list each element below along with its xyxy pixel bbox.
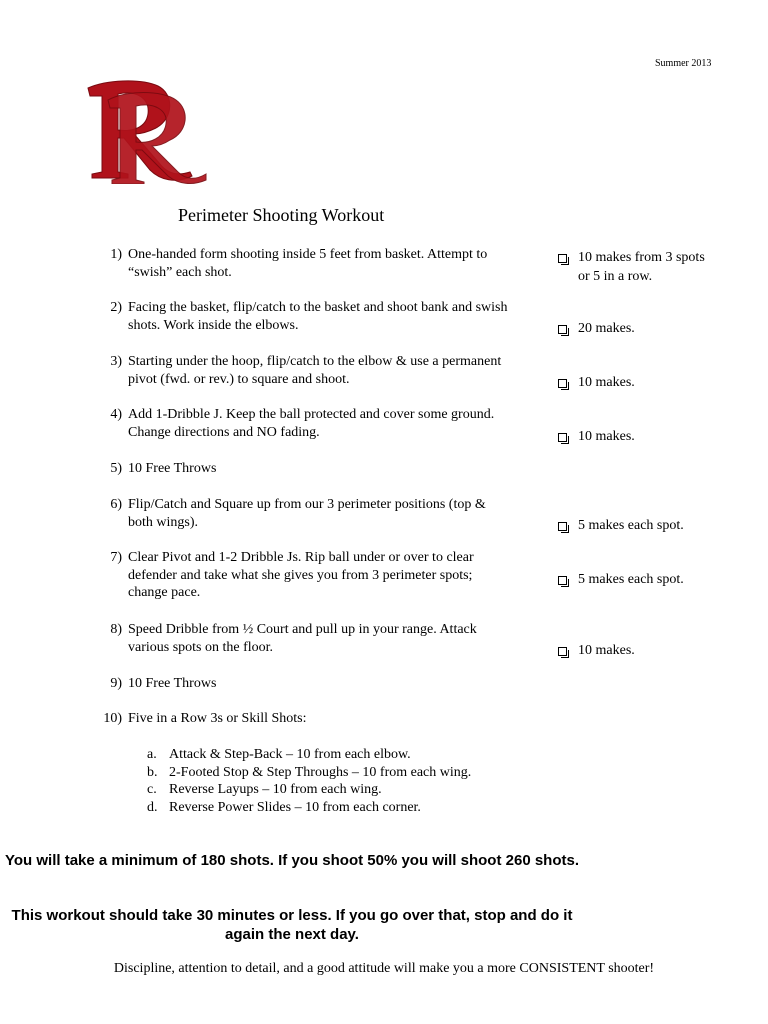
goal-text: 5 makes each spot. xyxy=(578,518,684,533)
goal-text: 20 makes. xyxy=(578,321,635,336)
checkbox-bullet-icon xyxy=(558,433,567,442)
subitem-letter: c. xyxy=(147,782,157,797)
goal-item xyxy=(558,516,718,535)
list-item xyxy=(100,549,520,602)
goal-text: 10 makes from 3 spots or 5 in a row. xyxy=(578,250,705,284)
item-number: 5) xyxy=(110,461,122,476)
time-note: This workout should take 30 minutes or less. If you go over that, stop and do it again the next day. xyxy=(11,907,573,943)
item-number: 1) xyxy=(110,247,122,262)
item-text: Add 1-Dribble J. Keep the ball protected and cover some ground. Change directions and NO fading. xyxy=(128,407,495,440)
item-text: Starting under the hoop, flip/catch to the elbow & use a permanent pivot (fwd. or rev.) to square and shoot. xyxy=(128,354,502,387)
goal-item xyxy=(558,570,718,589)
date-label: Summer 2013 xyxy=(655,58,712,69)
checkbox-bullet-icon xyxy=(558,522,567,531)
item-text: 10 Free Throws xyxy=(128,676,217,691)
list-item xyxy=(100,675,520,693)
subitem-text: 2-Footed Stop & Step Throughs – 10 from each wing. xyxy=(169,764,472,780)
list-item xyxy=(147,746,471,764)
list-item xyxy=(147,781,471,799)
goal-text: 10 makes. xyxy=(578,429,635,444)
subitem-letter: d. xyxy=(147,799,158,815)
item-text: Facing the basket, flip/catch to the basket and shoot bank and swish shots. Work inside the elbows. xyxy=(128,300,508,333)
list-item xyxy=(100,460,520,478)
goal-text: 10 makes. xyxy=(578,375,635,390)
goal-item xyxy=(558,641,718,660)
item-text: 10 Free Throws xyxy=(128,461,217,476)
subitem-letter: a. xyxy=(147,747,157,762)
item-text: Speed Dribble from ½ Court and pull up in your range. Attack various spots on the floor. xyxy=(128,622,477,655)
item-text: One-handed form shooting inside 5 feet from basket. Attempt to “swish” each shot. xyxy=(128,247,488,280)
checkbox-bullet-icon xyxy=(558,576,567,585)
item-text: Five in a Row 3s or Skill Shots: xyxy=(128,711,307,726)
checkbox-bullet-icon xyxy=(558,254,567,263)
list-item xyxy=(100,246,520,281)
goal-text: 5 makes each spot. xyxy=(578,572,684,587)
goal-item xyxy=(558,427,718,446)
checkbox-bullet-icon xyxy=(558,379,567,388)
list-item xyxy=(100,496,520,531)
list-item xyxy=(100,710,520,728)
checkbox-bullet-icon xyxy=(558,325,567,334)
list-item xyxy=(100,353,520,388)
item-text: Clear Pivot and 1-2 Dribble Js. Rip ball under or over to clear defender and take what she gives you from 3 perimeter spots; change pace. xyxy=(128,550,474,600)
footer-motto: Discipline, attention to detail, and a good attitude will make you a more CONSISTENT shooter! xyxy=(113,961,655,976)
checkbox-bullet-icon xyxy=(558,647,567,656)
item-text: Flip/Catch and Square up from our 3 perimeter positions (top & both wings). xyxy=(128,497,486,530)
item-number: 7) xyxy=(110,550,122,565)
subitem-text: Attack & Step-Back – 10 from each elbow. xyxy=(169,747,411,762)
goal-text: 10 makes. xyxy=(578,643,635,658)
skill-shots-sublist xyxy=(147,746,471,816)
list-item xyxy=(100,406,520,441)
item-number: 2) xyxy=(110,300,122,315)
list-item xyxy=(100,621,520,656)
list-item xyxy=(100,299,520,334)
subitem-text: Reverse Layups – 10 from each wing. xyxy=(169,782,382,797)
item-number: 4) xyxy=(110,407,122,422)
goal-item xyxy=(558,248,718,286)
subitem-text: Reverse Power Slides – 10 from each corner. xyxy=(169,799,421,815)
goal-item xyxy=(558,373,718,392)
page-title: Perimeter Shooting Workout xyxy=(178,205,385,225)
list-item xyxy=(147,764,471,782)
item-number: 8) xyxy=(110,622,122,637)
shot-count-note: You will take a minimum of 180 shots. If you shoot 50% you will shoot 260 shots. xyxy=(5,852,579,869)
item-number: 9) xyxy=(110,676,122,691)
list-item xyxy=(147,799,471,817)
item-number: 6) xyxy=(110,497,122,512)
item-number: 3) xyxy=(110,354,122,369)
subitem-letter: b. xyxy=(147,764,158,780)
item-number: 10) xyxy=(103,711,122,726)
rr-logo xyxy=(78,76,208,184)
goal-item xyxy=(558,319,718,338)
